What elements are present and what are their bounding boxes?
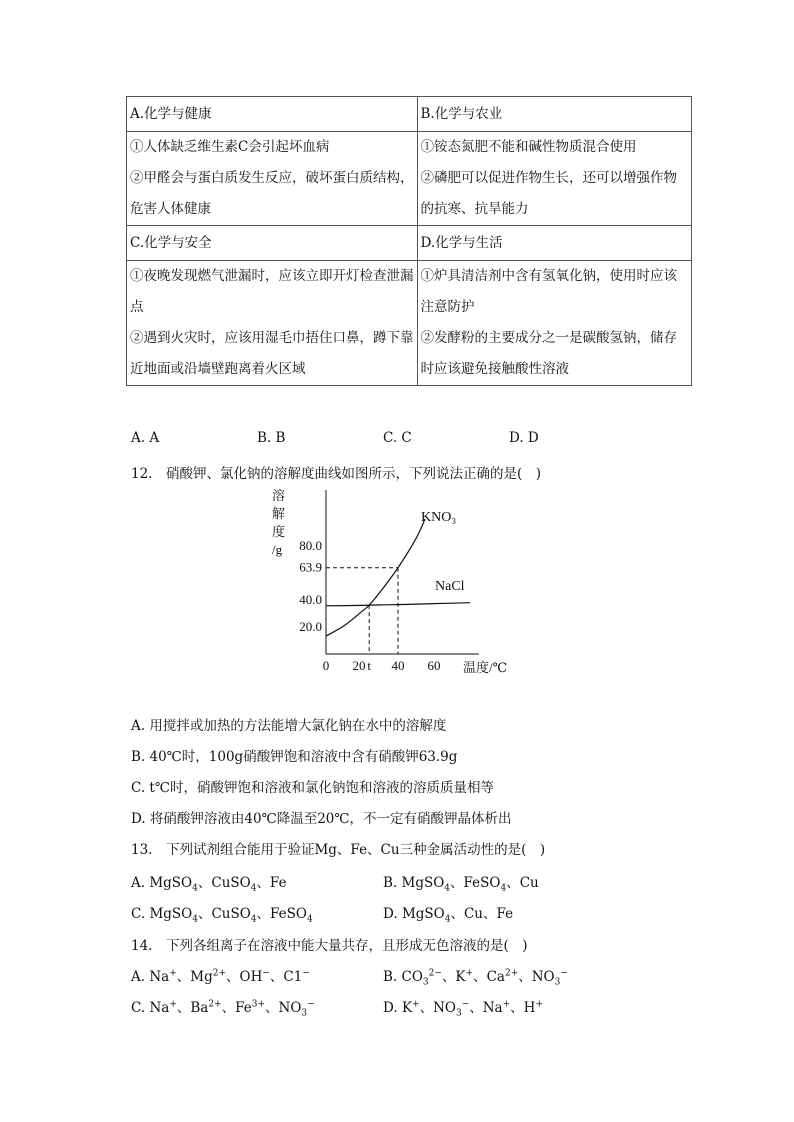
q13-option-a[interactable]: A. MgSO$_4$、CuSO$_4$、Fe — [131, 875, 287, 894]
cell-d-line: ①炉具清洁剂中含有氢氧化钠，使用时应该 — [420, 268, 677, 284]
y-tick-label: 20.0 — [299, 619, 322, 634]
q12-option-a[interactable]: A. 用搅拌或加热的方法能增大氯化钠在水中的溶解度 — [131, 718, 447, 734]
nacl-label: NaCl — [435, 579, 465, 594]
svg-text:/g: /g — [272, 542, 283, 557]
q11-option-d[interactable]: D. D — [509, 430, 539, 446]
x-tick-label: 40 — [391, 658, 405, 673]
svg-text:度: 度 — [272, 524, 286, 539]
q14-option-b[interactable]: B. $CO_3^{2-}$、K+、$Ca^{2+}$、$NO_3^-$ — [383, 968, 568, 988]
q13-option-b[interactable]: B. MgSO$_4$、FeSO$_4$、Cu — [383, 875, 539, 894]
kno3-label: KNO₃ — [421, 510, 457, 525]
cell-c-line: ①夜晚发现燃气泄漏时，应该立即开灯检查泄漏 — [130, 268, 414, 284]
cell-a-line: 危害人体健康 — [130, 201, 211, 217]
cell-b-title: B.化学与农业 — [417, 97, 692, 132]
q11-option-b[interactable]: B. B — [257, 430, 286, 446]
q12-option-c[interactable]: C. t℃时，硝酸钾饱和溶液和氯化钠饱和溶液的溶质质量相等 — [131, 780, 494, 796]
svg-text:溶: 溶 — [272, 488, 286, 503]
q13-stem: 13. 下列试剂组合能用于验证Mg、Fe、Cu三种金属活动性的是( ) — [131, 842, 546, 858]
q12-option-d[interactable]: D. 将硝酸钾溶液由40℃降温至20℃，不一定有硝酸钾晶体析出 — [131, 811, 512, 827]
cell-b-body — [417, 132, 692, 226]
x-axis-label: 温度/℃ — [463, 660, 508, 675]
x-tick-label: t — [367, 658, 372, 673]
cell-d-line: ②发酵粉的主要成分之一是碳酸氢钠，储存 — [420, 330, 677, 346]
q13-option-c[interactable]: C. MgSO$_4$、CuSO$_4$、FeSO$_4$ — [131, 906, 313, 925]
cell-a-line: ②甲醛会与蛋白质发生反应，破坏蛋白质结构， — [130, 170, 414, 186]
q14-option-c[interactable]: C. Na+、$Ba^{2+}$、$Fe^{3+}$、$NO_3^-$ — [131, 999, 315, 1019]
cell-c-title: C.化学与安全 — [127, 226, 418, 261]
q13-option-d[interactable]: D. MgSO$_4$、Cu、Fe — [383, 906, 514, 925]
q14-stem: 14. 下列各组离子在溶液中能大量共存，且形成无色溶液的是( ) — [131, 938, 528, 954]
cell-a-line: ①人体缺乏维生素C会引起坏血病 — [130, 139, 330, 155]
q12-option-b[interactable]: B. 40℃时，100g硝酸钾饱和溶液中含有硝酸钾63.9g — [131, 749, 458, 765]
y-label — [272, 488, 285, 557]
x-tick-label: 0 — [322, 658, 330, 673]
cell-c-line: 点 — [130, 299, 144, 315]
cell-c-line: ②遇到火灾时，应该用湿毛巾捂住口鼻，蹲下靠 — [130, 330, 414, 346]
q11-option-c[interactable]: C. C — [383, 430, 412, 446]
cell-a-body — [127, 132, 418, 226]
cell-c-body — [127, 261, 418, 386]
q11-table — [126, 96, 692, 386]
x-tick-label: 20 — [352, 658, 366, 673]
cell-d-line: 时应该避免接触酸性溶液 — [420, 361, 569, 377]
y-tick-label: 80.0 — [299, 538, 322, 553]
svg-text:解: 解 — [272, 506, 286, 521]
q11-option-a[interactable]: A. A — [131, 430, 160, 446]
solubility-chart — [265, 484, 525, 680]
cell-b-line: 的抗寒、抗旱能力 — [420, 201, 529, 217]
cell-b-line: ②磷肥可以促进作物生长，还可以增强作物 — [420, 170, 677, 186]
cell-d-body — [417, 261, 692, 386]
kno3-curve — [326, 519, 425, 636]
y-tick-label: 63.9 — [299, 559, 322, 575]
cell-d-line: 注意防护 — [420, 299, 475, 315]
cell-c-line: 近地面或沿墙壁跑离着火区域 — [130, 361, 306, 377]
q14-option-d[interactable]: D. K+、$NO_3^-$、Na+、H+ — [383, 999, 543, 1019]
cell-a-title: A.化学与健康 — [127, 97, 418, 132]
q14-option-a[interactable]: A. Na+、$Mg^{2+}$、OH−、C1− — [131, 968, 310, 985]
y-tick-label: 40.0 — [299, 592, 322, 607]
x-tick-label: 60 — [427, 658, 441, 673]
q12-stem: 12. 硝酸钾、氯化钠的溶解度曲线如图所示，下列说法正确的是( ) — [131, 466, 542, 482]
cell-b-line: ①铵态氮肥不能和碱性物质混合使用 — [420, 139, 637, 155]
cell-d-title: D.化学与生活 — [417, 226, 692, 261]
